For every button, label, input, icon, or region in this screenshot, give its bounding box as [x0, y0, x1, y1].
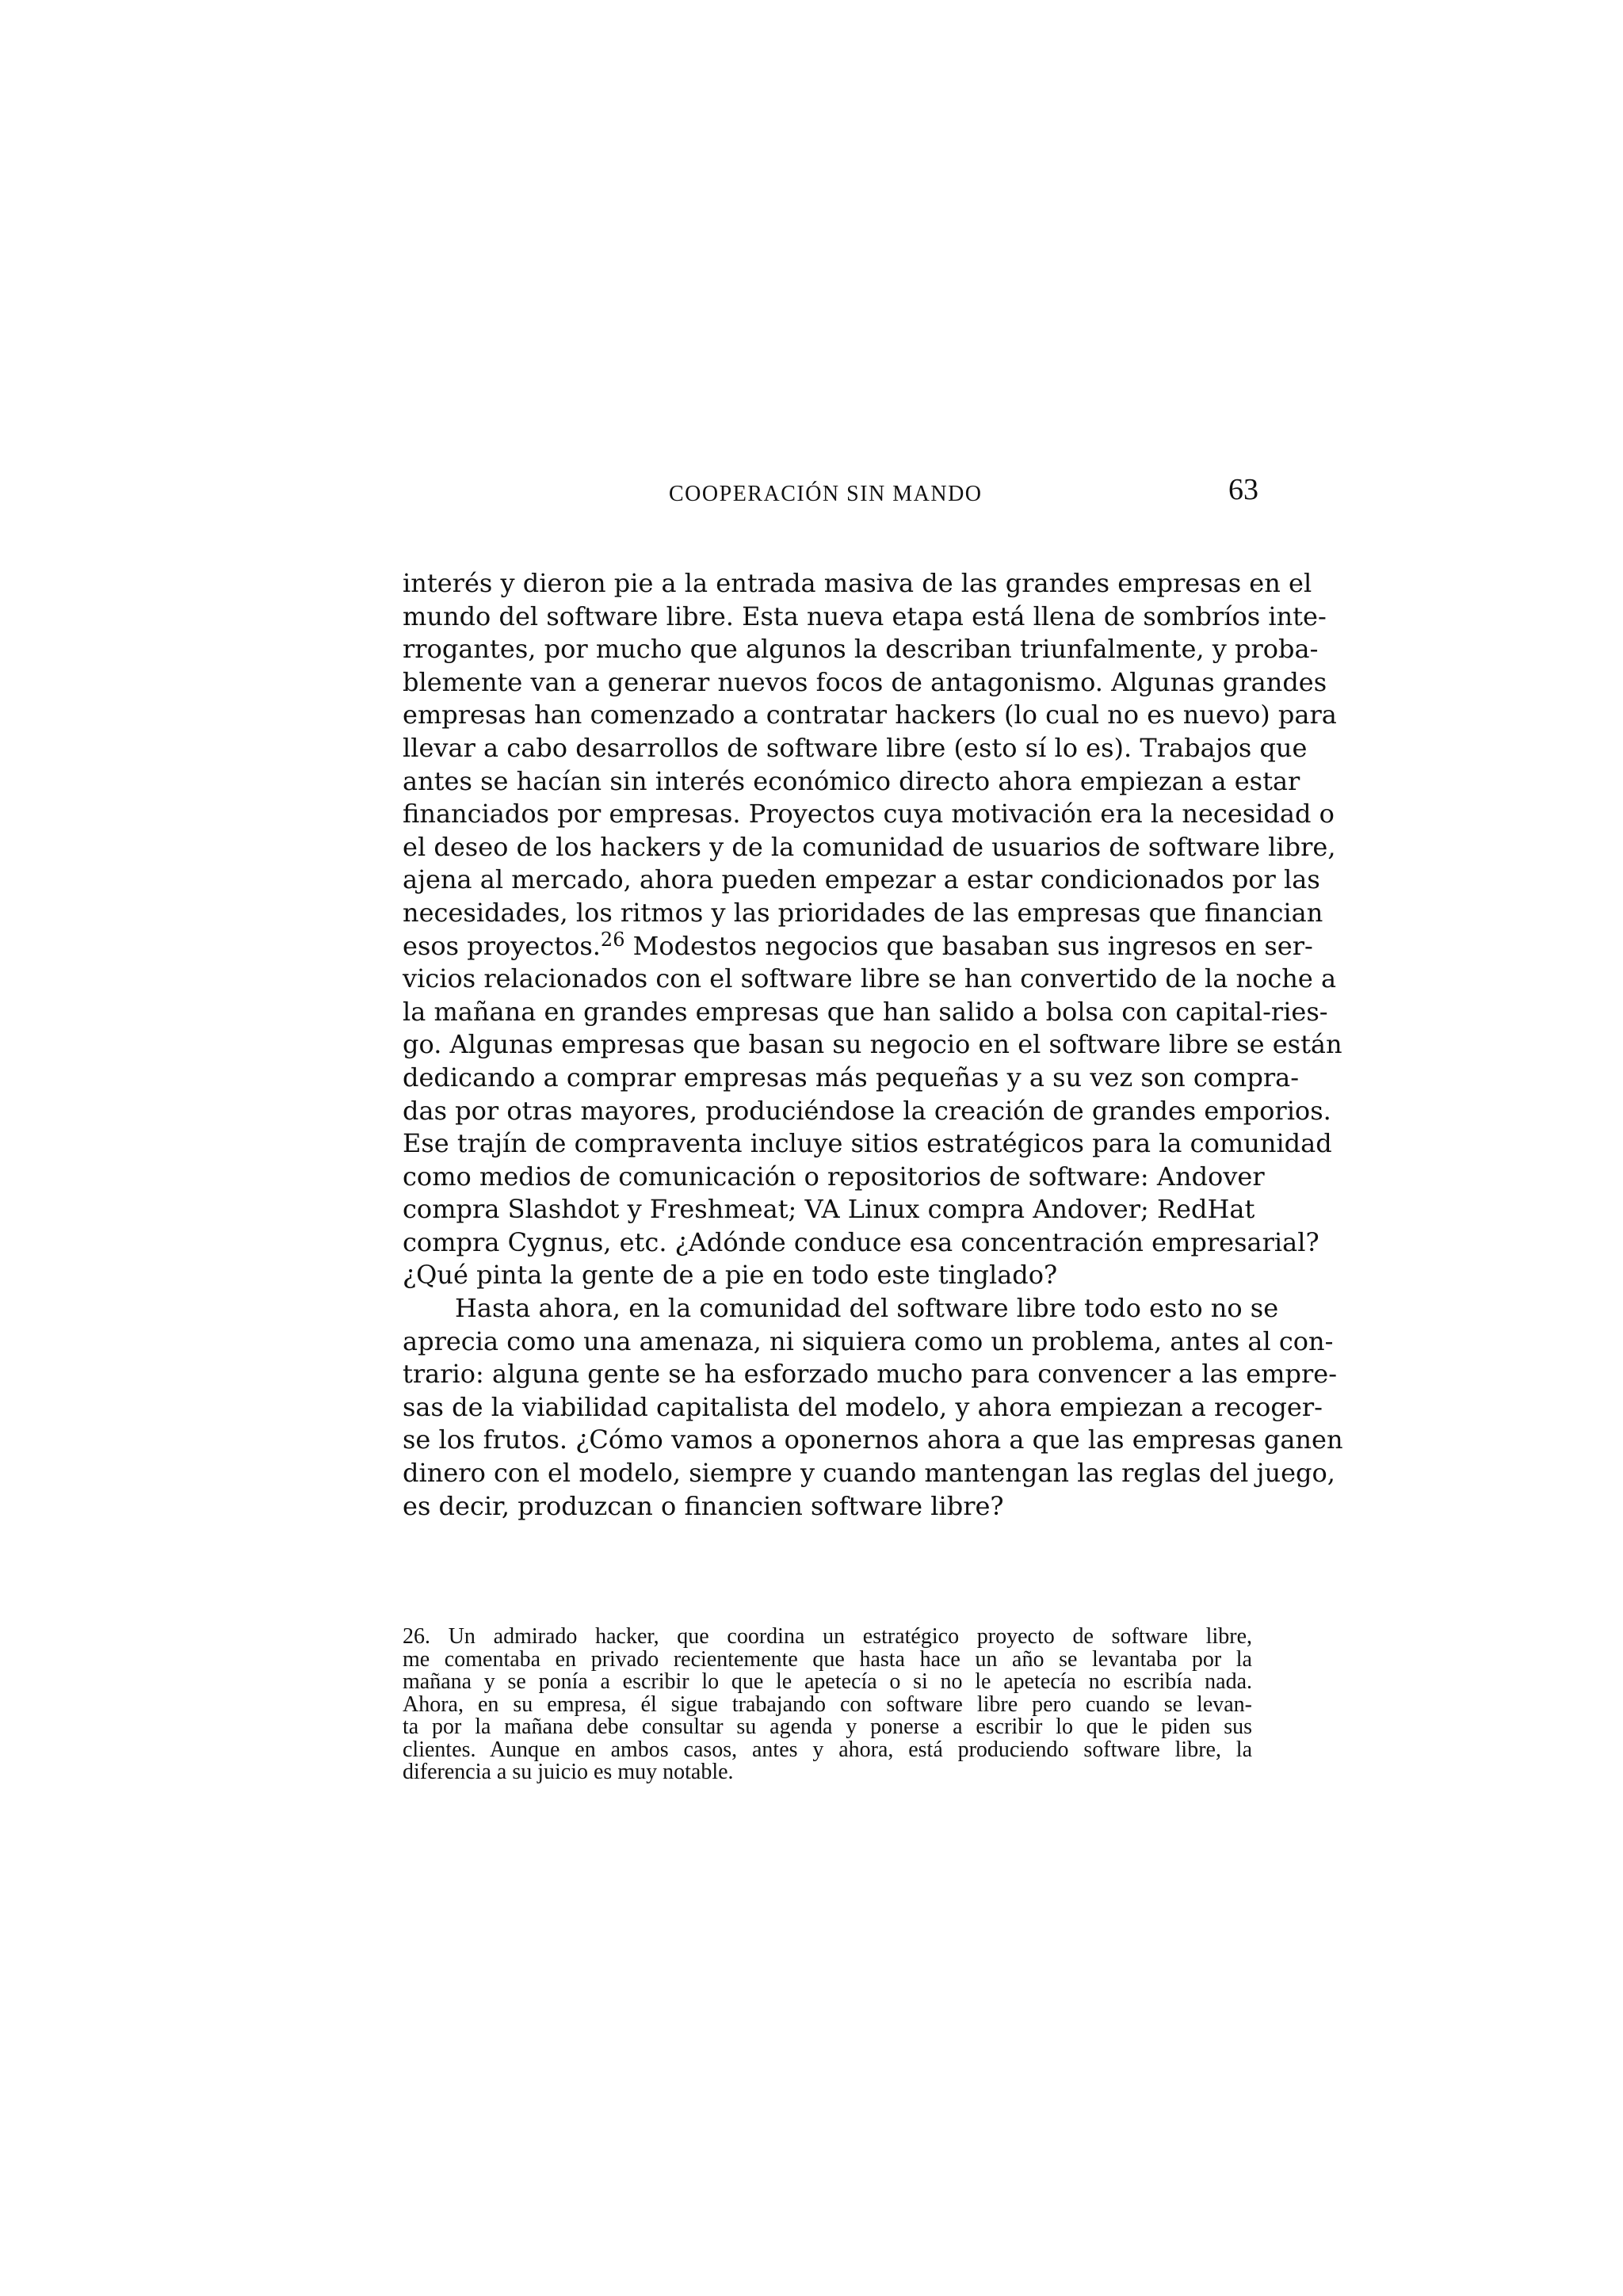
text-line: la mañana en grandes empresas que han salido a bolsa con capital-ries- [403, 996, 1328, 1027]
text-line: ajena al mercado, ahora pueden empezar a estar condicionados por las [403, 864, 1320, 895]
text-line: Ese trajín de compraventa incluye sitios estratégicos para la comunidad [403, 1128, 1332, 1159]
text-line: mundo del software libre. Esta nueva etapa está llena de sombríos inte- [403, 601, 1327, 631]
text-line-with-footnote [403, 928, 1313, 963]
footnote-line: ta por la mañana debe consultar su agenda y ponerse a escribir lo que le piden sus [403, 1714, 1252, 1739]
footnote-line: mañana y se ponía a escribir lo que le apetecía o si no le apetecía no escribía nada. [403, 1669, 1252, 1694]
footnote-line: clientes. Aunque en ambos casos, antes y ahora, está produciendo software libre, la [403, 1737, 1252, 1762]
text-line: dinero con el modelo, siempre y cuando mantengan las reglas del juego, [403, 1458, 1335, 1489]
text-line: trario: alguna gente se ha esforzado mucho para convencer a las empre- [403, 1359, 1338, 1390]
footnote-line: me comentaba en privado recientemente que hasta hace un año se levantaba por la [403, 1646, 1252, 1672]
text-line: aprecia como una amenaza, ni siquiera como un problema, antes al con- [403, 1325, 1334, 1356]
text-line: dedicando a comprar empresas más pequeñas y a su vez son compra- [403, 1062, 1300, 1093]
text-line: financiados por empresas. Proyectos cuya motivación era la necesidad o [403, 799, 1335, 830]
text-line: ¿Qué pinta la gente de a pie en todo este tinglado? [403, 1260, 1058, 1291]
text-line: necesidades, los ritmos y las prioridades de las empresas que financian [403, 897, 1323, 928]
text-after-note: Modestos negocios que basaban sus ingresos en ser- [624, 930, 1313, 961]
footnote [403, 1626, 1252, 1784]
text-line: como medios de comunicación o repositorios de software: Andover [403, 1161, 1265, 1192]
text-line: blemente van a generar nuevos focos de antagonismo. Algunas grandes [403, 666, 1327, 697]
text-line: sas de la viabilidad capitalista del modelo, y ahora empiezan a recoger- [403, 1391, 1323, 1422]
running-title: COOPERACIÓN SIN MANDO [669, 482, 983, 506]
footnote-line: 26. Un admirado hacker, que coordina un estratégico proyecto de software libre, [403, 1624, 1252, 1649]
body-text [403, 567, 1343, 1523]
text-line: llevar a cabo desarrollos de software libre (esto sí lo es). Trabajos que [403, 732, 1308, 763]
page-number: 63 [1228, 473, 1258, 506]
text-line: antes se hacían sin interés económico directo ahora empiezan a estar [403, 765, 1300, 796]
text-line: interés y dieron pie a la entrada masiva de las grandes empresas en el [403, 568, 1312, 598]
running-head [403, 472, 1258, 520]
footnote-reference: 26 [600, 928, 625, 951]
text-line: go. Algunas empresas que basan su negocio en el software libre se están [403, 1029, 1342, 1060]
text-line: vicios relacionados con el software libre se han convertido de la noche a [403, 963, 1337, 994]
text-line: empresas han comenzado a contratar hackers (lo cual no es nuevo) para [403, 700, 1337, 730]
text-line: el deseo de los hackers y de la comunidad de usuarios de software libre, [403, 831, 1336, 862]
footnote-line: Ahora, en su empresa, él sigue trabajando con software libre pero cuando se levan- [403, 1691, 1252, 1717]
text-line: compra Slashdot y Freshmeat; VA Linux compra Andover; RedHat [403, 1194, 1255, 1225]
text-line: Hasta ahora, en la comunidad del software libre todo esto no se [455, 1293, 1279, 1324]
text-line: se los frutos. ¿Cómo vamos a oponernos ahora a que las empresas ganen [403, 1425, 1343, 1455]
text-before-note: esos proyectos. [403, 930, 601, 961]
text-line: compra Cygnus, etc. ¿Adónde conduce esa concentración empresarial? [403, 1226, 1319, 1257]
footnote-line: diferencia a su juicio es muy notable. [403, 1760, 734, 1784]
text-line: es decir, produzcan o financien software libre? [403, 1490, 1004, 1521]
text-line: das por otras mayores, produciéndose la creación de grandes emporios. [403, 1095, 1331, 1126]
text-line: rrogantes, por mucho que algunos la describan triunfalmente, y proba- [403, 634, 1319, 665]
